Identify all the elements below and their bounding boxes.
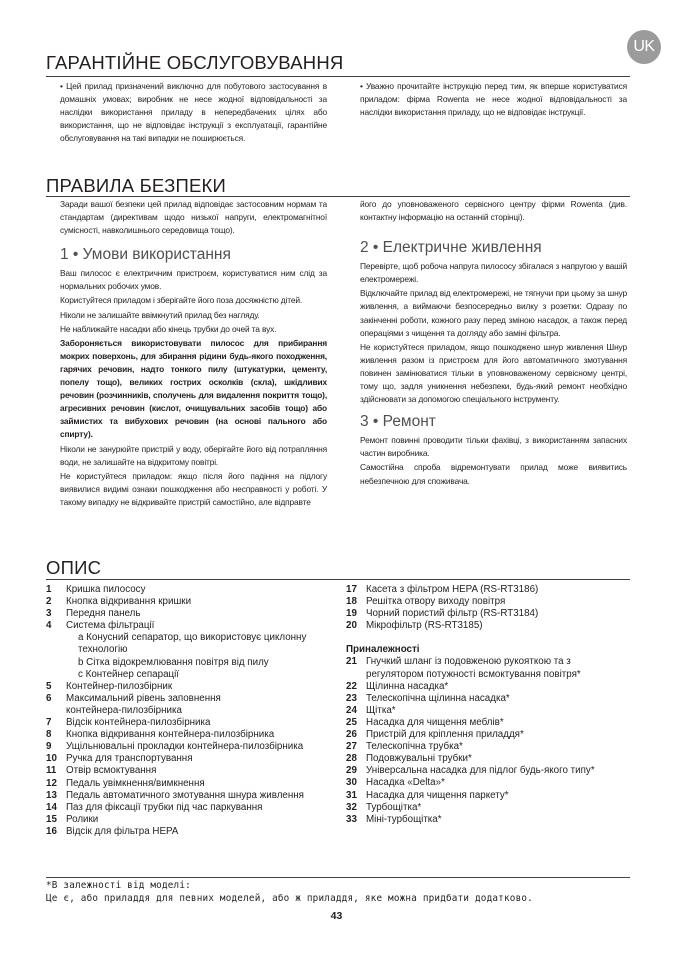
item-number: 29 [346,765,357,777]
item-label: Гнучкий шланг із подовженою рукояткою та з [366,656,571,668]
language-badge: UK [627,30,661,64]
item-number: 5 [46,680,52,692]
parts-list-item [46,826,336,838]
s1-paragraph-5: Ніколи не занурюйте пристрій у воду, оберігайте його від потрапляння води, не залишайте на відкритому повітрі. [60,443,327,467]
parts-list-item [346,681,636,693]
item-label: Касета з фільтром HEPA (RS-RT3186) [366,584,539,595]
item-number: 3 [46,608,52,620]
parts-list-item [346,584,636,596]
item-label: Відсік для фільтра HEPA [66,825,179,837]
item-number: 20 [346,620,357,632]
safety-left-column [60,198,327,510]
item-number: 11 [46,765,57,777]
parts-list-item [46,644,336,656]
parts-list-item [46,741,336,753]
footnote-accessories: Це є, або приладдя для певних моделей, або ж приладдя, яке можна придбати додатково. [46,893,533,904]
item-number [46,644,66,656]
item-label: Максимальний рівень заповнення [66,692,221,704]
s3-paragraph-2: Самостійна спроба відремонтувати прилад може виявитись небезпечною для споживача. [360,462,627,486]
item-label: a Конусний сепаратор, що використовує циклонну [78,632,307,644]
warranty-left-column [60,80,327,146]
item-label: Відсік контейнера-пилозбірника [66,717,211,729]
s1-continuation: його до уповноваженого сервісного центру фірми Rowenta (див. контактну інформацію на останній сторінці). [360,199,627,223]
item-number: 21 [346,656,357,668]
footnote-model: *В залежності від моделі: [46,880,191,891]
parts-list-left [46,584,336,838]
item-label: Паз для фіксації трубки під час паркування [66,801,263,813]
item-label: Міні-турбощітка* [366,813,442,825]
s1-paragraph-2: Користуйтеся приладом і зберігайте його поза досяжністю дітей. [60,295,303,306]
warranty-right-column [360,80,627,120]
parts-list-item [346,814,636,826]
item-label: Щітка* [366,704,396,716]
parts-list-item [346,765,636,777]
parts-list-item [46,778,336,790]
item-label: контейнера-пилозбірника [66,704,182,716]
parts-list-item [46,765,336,777]
item-label: Універсальна насадка для підлог будь-якого типу* [366,765,595,777]
parts-list-item [46,693,336,705]
parts-list-item [46,753,336,765]
item-label: Система фільтрації [66,620,155,632]
item-label: Решітка отвору виходу повітря [366,596,506,608]
item-number: 10 [46,753,57,765]
s1-paragraph-6: Не користуйтеся приладом: якщо після його падіння на підлогу виявилися видимі ознаки пошкодження або несправності у роботі. У такому випадку не відкривайте пристрій самостійно, але відправте [60,470,327,507]
item-label: b Сітка відокремлювання повітря від пилу [78,656,269,668]
item-label: Контейнер-пилозбірник [66,680,173,692]
item-number: 1 [46,584,52,595]
s2-paragraph-2: Відключайте прилад від електромережі, не тягнучи при цьому за шнур живлення, а виймаючи безпосередньо вилку з розетки: Одразу по закінченні роботи, кожного разу перед зміною насадок, а також перед операціями з чищення та догляду або заміні фільтра. [360,288,627,338]
item-number: 24 [346,704,357,716]
parts-list-item [46,632,336,644]
parts-list-right [346,584,636,826]
item-number: 25 [346,716,357,728]
parts-list-item [346,656,636,668]
item-label: Турбощітка* [366,801,422,813]
item-label: Ручка для транспортування [66,753,193,765]
parts-list-item [346,608,636,620]
item-label: Мікрофільтр (RS-RT3185) [366,620,483,632]
parts-list-item [346,729,636,741]
parts-list-item [346,693,636,705]
safety-intro: Заради вашої безпеки цей прилад відповідає застосовним нормам та стандартам (директивам щодо низької напруги, електромагнітної сумісності, навколишнього середовища тощо). [60,199,327,236]
item-label: Пристрій для кріплення приладдя* [366,729,524,741]
accessories-heading: Приналежності [346,644,420,656]
s1-paragraph-3: Ніколи не залишайте ввімкнутий прилад без нагляду. [60,309,260,320]
s3-paragraph-1: Ремонт повинні проводити тільки фахівці, з використанням запасних частин виробника. [360,435,627,459]
parts-list-item [46,620,336,632]
item-label: Подовжувальні трубки* [366,753,472,765]
parts-list-item [346,620,636,632]
item-label: Телескопічна щілинна насадка* [366,692,510,704]
item-label: Кнопка відкривання контейнера-пилозбірника [66,729,275,741]
item-number: 23 [346,692,357,704]
item-number: 30 [346,777,357,789]
item-number [46,657,66,669]
warranty-heading: ГАРАНТІЙНЕ ОБСЛУГОВУВАННЯ [46,52,344,73]
item-number: 13 [46,789,57,801]
safety-divider [46,196,630,197]
item-number: 6 [46,692,52,704]
parts-list-item [46,584,336,596]
parts-list-item [46,669,336,681]
item-number: 15 [46,813,57,825]
item-label: Кнопка відкривання кришки [66,596,192,608]
footnote-divider [46,877,630,878]
item-number: 18 [346,596,357,608]
item-number [46,669,66,681]
item-number: 17 [346,584,357,595]
parts-list-item [346,717,636,729]
item-number: 12 [46,777,57,789]
item-label: технологію [78,644,128,656]
item-label: Передня панель [66,608,141,620]
item-label: Щілинна насадка* [366,680,449,692]
item-number: 27 [346,741,357,753]
item-number [46,632,66,644]
item-number: 2 [46,596,52,608]
description-divider [46,579,630,580]
section-3-heading: 3 • Ремонт [360,413,436,431]
parts-list-item [346,741,636,753]
parts-list-item [346,669,636,681]
item-label: Педаль автоматичного змотування шнура живлення [66,789,304,801]
item-number: 28 [346,753,357,765]
item-number: 7 [46,717,52,729]
item-number: 4 [46,620,52,632]
warranty-right-text: • Уважно прочитайте інструкцію перед тим, як вперше користуватися приладом: фірма Rowenta не несе жодної відповідальності за наслідки використання приладу, що не відповідає інструкції. [360,81,627,118]
parts-list-item [46,608,336,620]
item-number: 8 [46,729,52,741]
item-label: Чорний пористий фільтр (RS-RT3184) [366,608,539,620]
item-label: Кришка пилососу [66,584,146,595]
s1-paragraph-1: Ваш пилосос є електричним пристроєм, користуватися ним слід за нормальних робочих умов. [60,268,327,292]
warranty-divider [46,76,630,77]
item-number [46,705,66,717]
item-number: 31 [346,789,357,801]
parts-list-item [346,802,636,814]
parts-list-item [346,753,636,765]
item-label: Насадка для чищення меблів* [366,716,504,728]
item-number: 26 [346,729,357,741]
parts-list-item [46,717,336,729]
item-label: Отвір всмоктування [66,765,157,777]
safety-right-column [360,198,627,489]
parts-list-item [346,777,636,789]
item-number: 32 [346,801,357,813]
item-label: Педаль увімкнення/вимкнення [66,777,205,789]
item-label: Ролики [66,813,99,825]
parts-list-item [46,596,336,608]
parts-list-item [46,681,336,693]
parts-list-item [346,596,636,608]
item-label: регулятором потужності всмоктування повітря* [366,668,581,680]
parts-list-item [46,802,336,814]
item-label: c Контейнер сепарації [78,668,180,680]
s1-paragraph-4: Не наближайте насадки або кінець трубки до очей та вух. [60,323,277,334]
parts-list-item [46,705,336,717]
parts-list-item [46,790,336,802]
section-1-heading: 1 • Умови використання [60,246,231,264]
item-label: Насадка для чищення паркету* [366,789,509,801]
parts-list-item [46,729,336,741]
page-number: 43 [330,910,343,922]
item-number: 16 [46,825,57,837]
s2-paragraph-3: Не користуйтеся приладом, якщо пошкоджено шнур живлення Шнур живлення разом із пристроєм для його автоматичного змотування повинен замінюватися тільки в уповноваженому сервісному центрі, тому що, задля уникнення небезпеки, будь-який ремонт необхідно здійснювати за допомогою спеціального інструменту. [360,341,627,405]
item-number: 19 [346,608,357,620]
parts-list-item [46,657,336,669]
section-2-heading: 2 • Електричне живлення [360,239,542,257]
safety-heading: ПРАВИЛА БЕЗПЕКИ [46,175,226,196]
parts-list-item [346,705,636,717]
description-heading: ОПИС [46,557,102,578]
item-number: 22 [346,680,357,692]
item-label: Ущільнювальні прокладки контейнера-пилозбірника [66,741,304,753]
item-number [346,669,366,681]
item-number: 33 [346,813,357,825]
parts-list-item [346,790,636,802]
s1-prohibition-text: Забороняється використовувати пилосос для прибирання мокрих поверхонь, для збирання рідини будь-якого походження, гарячих речовин, надто тонкого пилу (штукатурки, цементу, попелу тощо), великих гострих осколків (скла), шкідливих речовин (розчинників, сполучень для видалення покриття тощо), агресивних речовин (кислот, очищувальних засобів тощо) або займистих та вибухових речовин (на основі пального або спирту). [60,337,327,440]
parts-list-item [46,814,336,826]
warranty-left-text: • Цей прилад призначений виключно для побутового застосування в домашніх умовах; виробник не несе жодної відповідальності за наслідки використання приладу в непередбачених цілях або використання, що не відповідає інструкції з експлуатації, гарантійне обслуговування на такі випадки не поширюється. [60,81,327,144]
item-label: Насадка «Delta»* [366,777,445,789]
s2-paragraph-1: Перевірте, щоб робоча напруга пилососу збігалася з напругою у вашій електромережі. [360,261,627,285]
item-number: 14 [46,801,57,813]
item-number: 9 [46,741,52,753]
item-label: Телескопічна трубка* [366,741,463,753]
